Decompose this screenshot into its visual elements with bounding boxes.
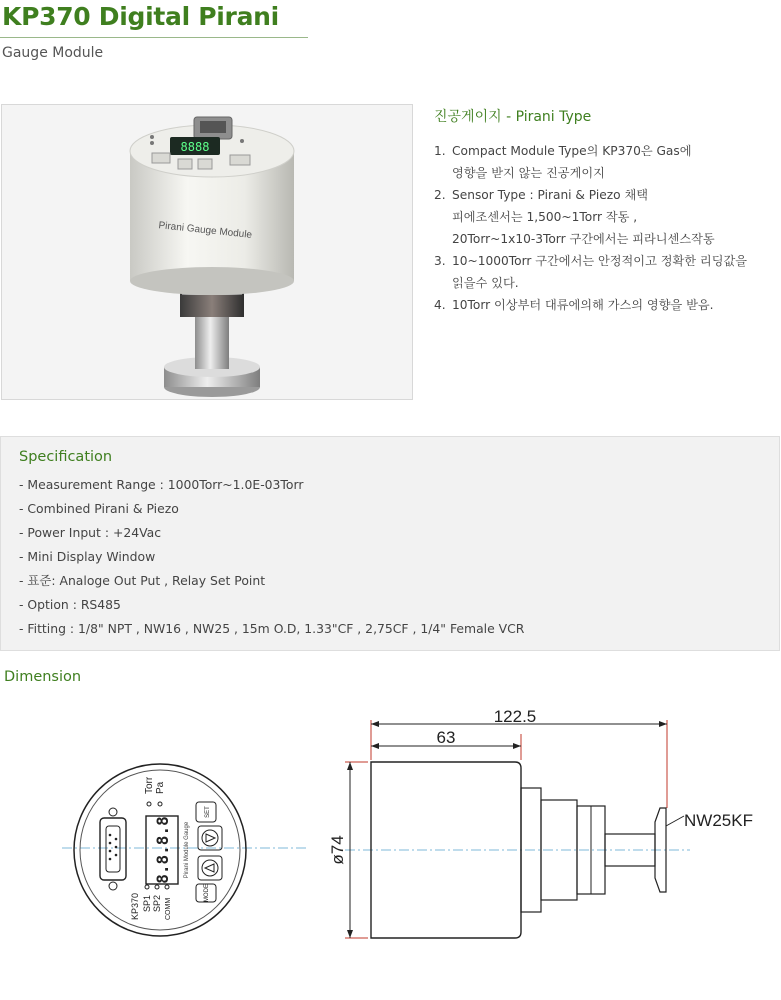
dimension-heading: Dimension [4, 669, 82, 685]
diameter-dimension: ø74 [328, 835, 347, 865]
front-view [62, 764, 308, 936]
spec-item: - Measurement Range : 1000Torr~1.0E-03Torr [19, 477, 304, 492]
flange-label: NW25KF [684, 811, 753, 830]
spec-item: - Fitting : 1/8" NPT , NW16 , NW25 , 15m O.D, 1.33"CF , 2,75CF , 1/4" Female VCR [19, 621, 525, 636]
list-item: 4. 10Torr 이상부터 대류에의해 가스의 영향을 받음. [434, 298, 714, 312]
sp2-label: SP2 [152, 894, 162, 912]
specification-heading: Specification [19, 449, 113, 465]
spec-item: - 표준: Analoge Out Put , Relay Set Point [19, 573, 266, 588]
page-title: KP370 Digital Pirani [2, 2, 279, 31]
set-button-label: SET [205, 806, 211, 818]
sp1-label: SP1 [142, 894, 152, 912]
page-subtitle: Gauge Module [2, 45, 104, 61]
gauge-illustration [2, 105, 412, 399]
side-view [328, 707, 753, 938]
spec-item: - Option : RS485 [19, 597, 121, 612]
photo-display-value: 8888 [180, 140, 210, 154]
mode-button-label: MODE [204, 884, 210, 902]
feature-list [434, 140, 779, 316]
list-item: 1. Compact Module Type의 KP370은 Gas에 영향을 받지 않는 진공게이지 [434, 144, 692, 180]
unit-pa-label: Pa [155, 781, 166, 794]
specification-panel [0, 436, 780, 651]
spec-item: - Combined Pirani & Piezo [19, 501, 179, 516]
dimension-drawing [0, 690, 781, 990]
list-item: 3. 10~1000Torr 구간에서는 안정적이고 정확한 리딩값을 읽을수 있다. [434, 254, 748, 290]
overall-length-dimension: 122.5 [493, 707, 537, 726]
product-photo [1, 104, 413, 400]
intro-heading: 진공게이지 - Pirani Type [434, 109, 592, 125]
comm-label: COMM [165, 897, 172, 920]
front-module-label: Pirani Module Gauge [184, 821, 190, 879]
specification-list [19, 473, 524, 641]
spec-item: - Power Input : +24Vac [19, 525, 162, 540]
title-underline [0, 37, 308, 38]
list-item: 2. Sensor Type : Pirani & Piezo 채택 피에조센서는 1,500~1Torr 작동 , 20Torr~1x10-3Torr 구간에서는 피라니센스작동 [434, 188, 715, 246]
body-length-dimension: 63 [436, 728, 456, 747]
front-display-digits: 8.8.8.8 [153, 816, 172, 884]
model-label: KP370 [130, 892, 140, 920]
spec-item: - Mini Display Window [19, 549, 156, 564]
unit-torr-label: Torr [144, 776, 155, 794]
photo-body-label: Pirani Gauge Module [157, 220, 253, 241]
